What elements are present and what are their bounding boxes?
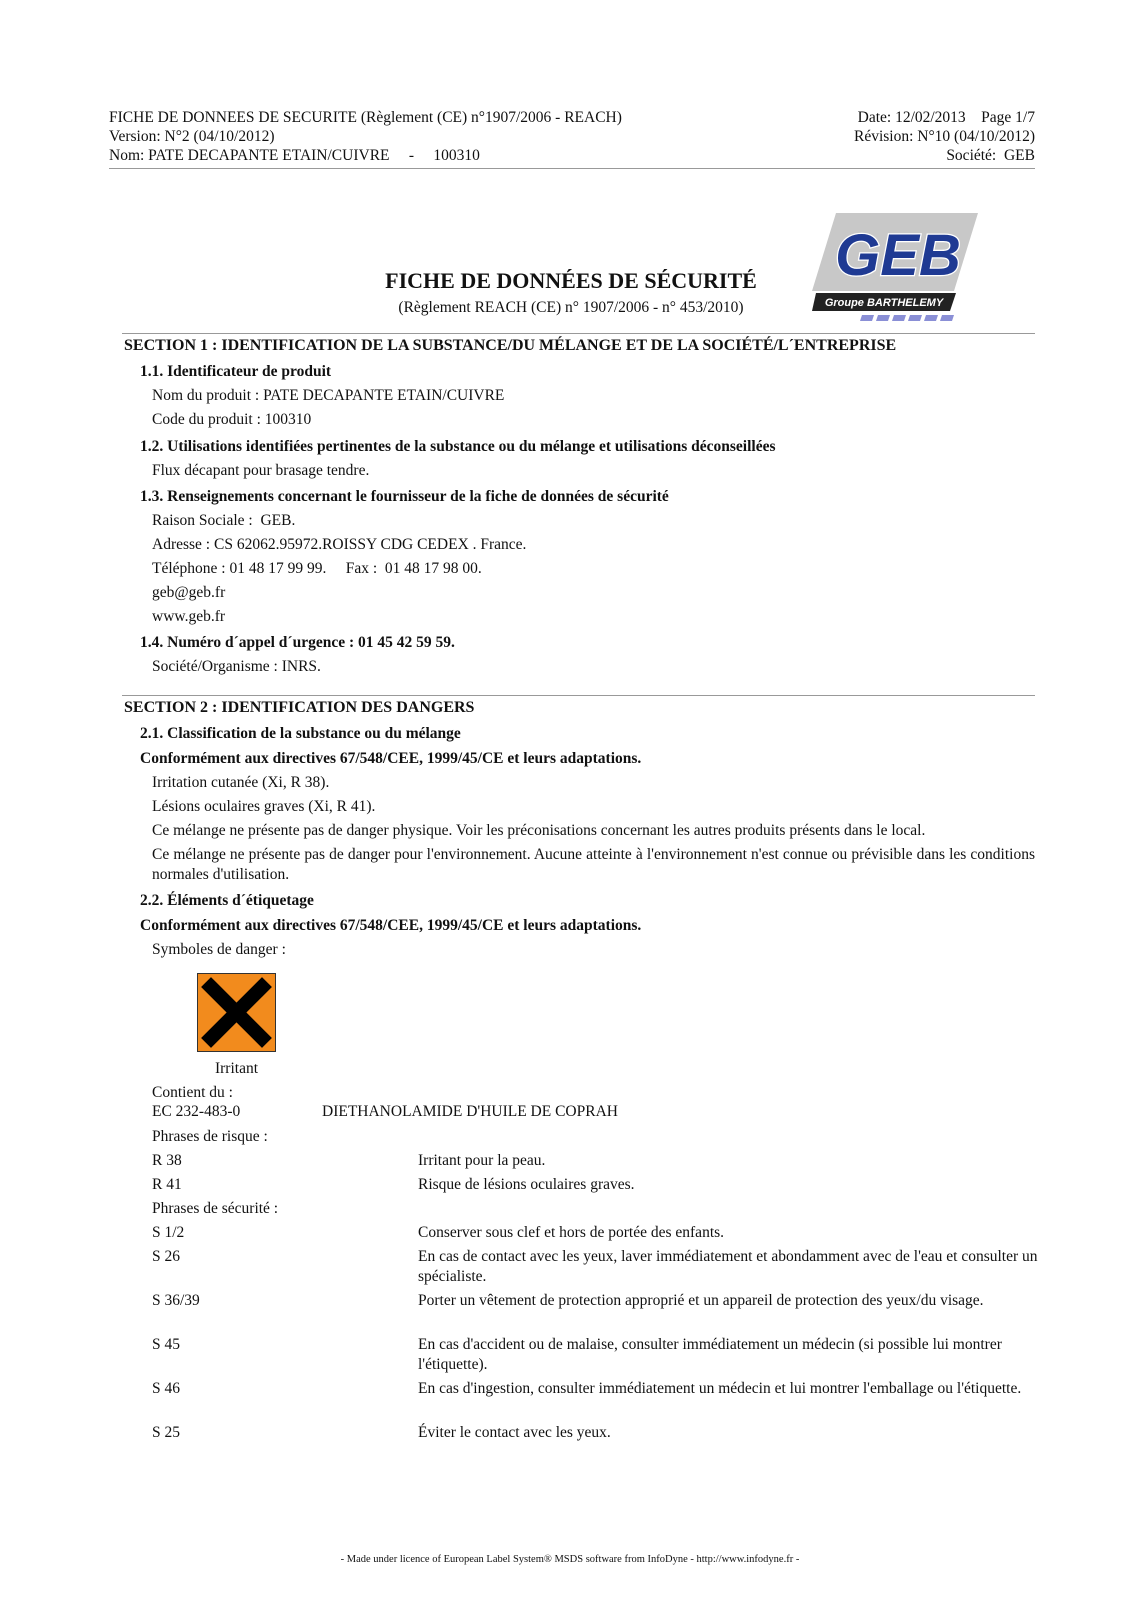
header-divider — [109, 168, 1035, 169]
logo-brand-text: GEB — [835, 223, 961, 288]
section1-4-title: 1.4. Numéro d´appel d´urgence : 01 45 42 59 59. — [140, 634, 455, 651]
supplier-name: Raison Sociale : GEB. — [152, 512, 296, 529]
section1-divider — [122, 333, 1035, 334]
product-name: Nom du produit : PATE DECAPANTE ETAIN/CUIVRE — [152, 387, 505, 404]
document-header-left — [109, 108, 622, 165]
environment-note: Ce mélange ne présente pas de danger pour l'environnement. Aucune atteinte à l'environnement n'est connue ou prévisible dans les conditions normales d'utilisation. — [152, 846, 1035, 883]
safety-code: S 36/39 — [152, 1292, 200, 1309]
supplier-email-link[interactable]: geb@geb.fr — [152, 584, 226, 601]
contains-substance-name: DIETHANOLAMIDE D'HUILE DE COPRAH — [322, 1103, 618, 1120]
supplier-address: Adresse : CS 62062.95972.ROISSY CDG CEDEX . France. — [152, 536, 527, 553]
risk-text: Risque de lésions oculaires graves. — [418, 1176, 635, 1193]
safety-text: En cas d'ingestion, consulter immédiatement un médecin et lui montrer l'emballage ou l'étiquette. — [418, 1380, 1022, 1397]
logo-stripes — [860, 315, 954, 321]
header-version: Version: N°2 (04/10/2012) — [109, 128, 275, 145]
safety-text: Conserver sous clef et hors de portée des enfants. — [418, 1224, 725, 1241]
page-footer: - Made under licence of European Label System® MSDS software from InfoDyne - http://www.infodyne.fr - — [340, 1554, 800, 1565]
pictogram-label: Irritant — [214, 1060, 259, 1077]
document-header-right — [854, 108, 1035, 165]
header-product-name: Nom: PATE DECAPANTE ETAIN/CUIVRE - 100310 — [109, 147, 480, 164]
header-date-page: Date: 12/02/2013 Page 1/7 — [857, 109, 1035, 126]
product-code: Code du produit : 100310 — [152, 411, 312, 428]
section2-2-title: 2.2. Éléments d´étiquetage — [140, 892, 314, 909]
risk-phrases-label: Phrases de risque : — [152, 1128, 268, 1145]
header-revision: Révision: N°10 (04/10/2012) — [854, 128, 1035, 145]
section1-2-title: 1.2. Utilisations identifiées pertinentes de la substance ou du mélange et utilisations déconseillées — [140, 438, 776, 455]
section1-3-title: 1.3. Renseignements concernant le fournisseur de la fiche de données de sécurité — [140, 488, 669, 505]
section2-title: SECTION 2 : IDENTIFICATION DES DANGERS — [124, 699, 475, 716]
contains-label: Contient du : — [152, 1084, 233, 1101]
risk-text: Irritant pour la peau. — [418, 1152, 546, 1169]
safety-text: Éviter le contact avec les yeux. — [418, 1424, 611, 1441]
safety-code: S 45 — [152, 1336, 180, 1353]
risk-code: R 41 — [152, 1176, 182, 1193]
safety-code: S 46 — [152, 1380, 180, 1397]
classification-eye: Lésions oculaires graves (Xi, R 41). — [152, 798, 376, 815]
safety-text: En cas de contact avec les yeux, laver immédiatement et abondamment avec de l'eau et consulter un spécialiste. — [418, 1248, 1038, 1285]
section2-divider — [122, 695, 1035, 696]
safety-phrases-label: Phrases de sécurité : — [152, 1200, 279, 1217]
safety-code: S 1/2 — [152, 1224, 185, 1241]
product-use: Flux décapant pour brasage tendre. — [152, 462, 370, 479]
section1-title: SECTION 1 : IDENTIFICATION DE LA SUBSTANCE/DU MÉLANGE ET DE LA SOCIÉTÉ/L´ENTREPRISE — [124, 337, 897, 354]
document-subtitle: (Règlement REACH (CE) n° 1907/2006 - n° 453/2010) — [398, 299, 744, 316]
logo-tagline-text: Groupe BARTHELEMY — [824, 297, 944, 309]
emergency-organism: Société/Organisme : INRS. — [152, 658, 321, 675]
safety-code: S 26 — [152, 1248, 180, 1265]
header-company: Société: GEB — [946, 147, 1035, 164]
safety-text: Porter un vêtement de protection approprié et un appareil de protection des yeux/du visage. — [418, 1292, 984, 1309]
section2-1-title: 2.1. Classification de la substance ou du mélange — [140, 725, 461, 742]
document-title: FICHE DE DONNÉES DE SÉCURITÉ — [385, 268, 757, 293]
directive-heading-2: Conformément aux directives 67/548/CEE, 1999/45/CE et leurs adaptations. — [140, 917, 642, 934]
physical-danger-note: Ce mélange ne présente pas de danger physique. Voir les préconisations concernant les autres produits présents dans le local. — [152, 822, 926, 839]
irritant-pictogram — [197, 973, 276, 1052]
symbols-label: Symboles de danger : — [152, 941, 286, 958]
risk-code: R 38 — [152, 1152, 182, 1169]
classification-skin: Irritation cutanée (Xi, R 38). — [152, 774, 330, 791]
section1-1-title: 1.1. Identificateur de produit — [140, 363, 332, 380]
supplier-phone-fax: Téléphone : 01 48 17 99 99. Fax : 01 48 17 98 00. — [152, 560, 482, 577]
directive-heading-1: Conformément aux directives 67/548/CEE, 1999/45/CE et leurs adaptations. — [140, 750, 642, 767]
contains-ec-number: EC 232-483-0 — [152, 1103, 241, 1120]
supplier-website-link[interactable]: www.geb.fr — [152, 608, 226, 625]
header-document-type: FICHE DE DONNEES DE SECURITE (Règlement (CE) n°1907/2006 - REACH) — [109, 109, 622, 126]
cross-icon — [198, 974, 275, 1051]
safety-code: S 25 — [152, 1424, 180, 1441]
safety-text: En cas d'accident ou de malaise, consulter immédiatement un médecin (si possible lui montrer l'étiquette). — [418, 1336, 1002, 1373]
